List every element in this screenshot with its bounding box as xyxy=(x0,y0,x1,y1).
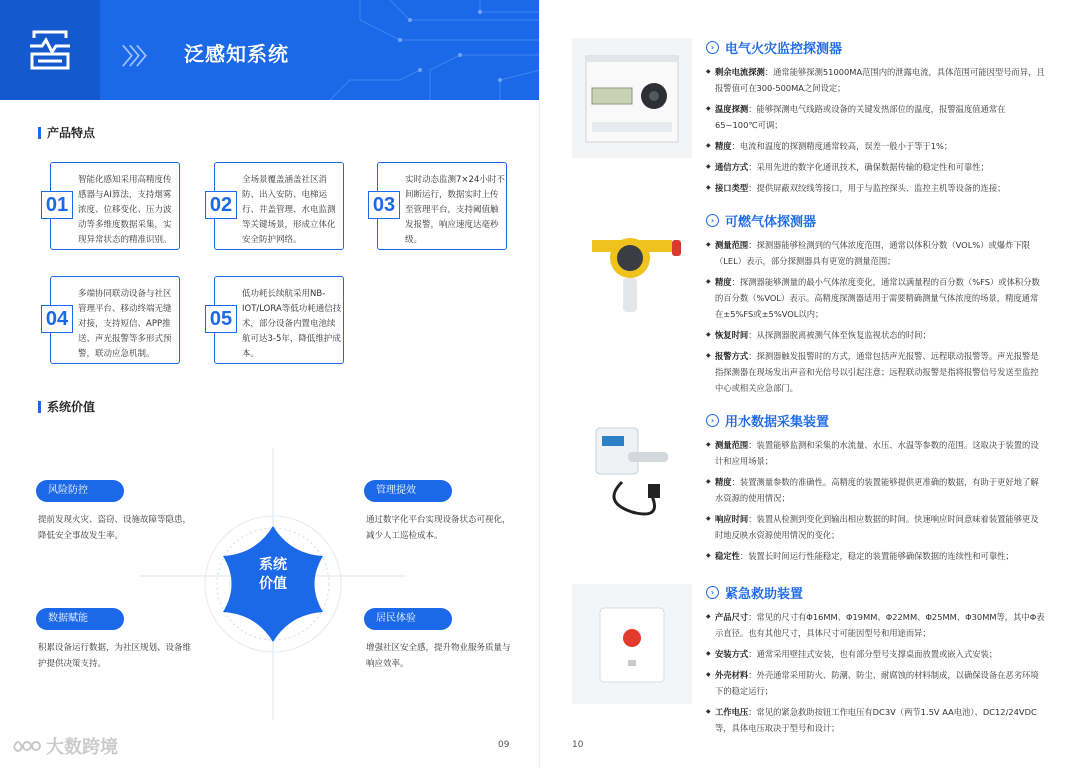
value-desc-resident: 增强社区安全感，提升物业服务质量与响应效率。 xyxy=(366,643,511,669)
product-image-water-collector xyxy=(572,412,692,532)
spec-item: ◆ 剩余电流探测：通常能够探测51000MA范围内的泄露电流，具体范围可能因型号而异，且报警值可在300-500MA之间设定； xyxy=(706,64,1046,96)
right-page xyxy=(540,0,1080,768)
feature-text: 全场景覆盖涵盖社区消防、出入安防、电梯运行、井盖管理、水电监测等关键场景，形成立体化安全防护网络。 xyxy=(242,175,336,245)
spec-item: ◆ 安装方式：通常采用壁挂式安装，也有部分型号支撑桌面放置或嵌入式安装； xyxy=(706,646,1046,662)
feature-number: 02 xyxy=(205,191,237,219)
feature-number: 04 xyxy=(41,305,73,333)
feature-number: 01 xyxy=(41,191,73,219)
feature-card-02 xyxy=(209,162,344,250)
spec-item: ◆ 响应时间：装置从检测到变化到输出相应数据的时间。快速响应时间意味着装置能够更及时地反映水资源使用情况的变化； xyxy=(706,511,1046,543)
feature-text: 实时动态监测7×24小时不间断运行，数据实时上传至管理平台，支持阈值触发报警，响应速度达毫秒级。 xyxy=(405,175,505,245)
spec-item: ◆ 接口类型：提供屏蔽双绞线等接口，用于与监控探头、监控主机等设备的连接； xyxy=(706,180,1046,196)
features-heading: 产品特点 xyxy=(38,124,95,141)
spec-item: ◆ 测量范围：探测器能够检测到的气体浓度范围，通常以体积分数（VOL%）或爆炸下限（LEL）表示，部分探测器具有更宽的测量范围； xyxy=(706,237,1046,269)
product-image-gas-detector xyxy=(572,210,692,330)
feature-card-03 xyxy=(372,162,507,250)
feature-number: 03 xyxy=(368,191,400,219)
spec-list-water-collector xyxy=(706,437,1046,569)
spec-item: ◆ 外壳材料：外壳通常采用防火、防潮、防尘、耐腐蚀的材料制成，以确保设备在恶劣环境下的稳定运行； xyxy=(706,667,1046,699)
value-pill-data: 数据赋能 xyxy=(36,608,124,630)
spec-item: ◆ 产品尺寸：常见的尺寸有Φ16MM、Φ19MM、Φ22MM、Φ25MM、Φ30MM等，其中Φ表示直径。也有其他尺寸，具体尺寸可能因型号和用途而异； xyxy=(706,609,1046,641)
values-heading: 系统价值 xyxy=(38,398,95,415)
value-pill-resident: 居民体验 xyxy=(364,608,452,630)
spec-item: ◆ 恢复时间：从探测器脱离被测气体至恢复监视状态的时间； xyxy=(706,327,1046,343)
chevron-right-icon: › xyxy=(706,214,719,227)
value-pill-risk: 风险防控 xyxy=(36,480,124,502)
feature-text: 智能化感知采用高精度传感器与AI算法，支持烟雾浓度、位移变化、压力波动等多维度数据采集，实现异常状态的精准识别。 xyxy=(78,175,172,245)
product-title-gas-detector: › 可燃气体探测器 xyxy=(706,211,816,230)
feature-card-05 xyxy=(209,276,344,364)
brand-logo: 大数跨境 xyxy=(12,733,118,759)
product-title-water-collector: › 用水数据采集装置 xyxy=(706,411,829,430)
spec-item: ◆ 精度：探测器能够测量的最小气体浓度变化，通常以满量程的百分数（%FS）或体积分数的百分数（%VOL）表示。高精度探测器适用于需要精确测量气体浓度的场景，精度通常在±5%FS或±5%VOL以内； xyxy=(706,274,1046,322)
feature-text: 低功耗长续航采用NB-IOT/LORA等低功耗通信技术，部分设备内置电池续航可达3-5年，降低维护成本。 xyxy=(242,289,342,359)
spec-item: ◆ 报警方式：探测器触发报警时的方式，通常包括声光报警、远程联动报警等。声光报警是指探测器在现场发出声音和光信号以引起注意；远程联动报警是指将报警信号发送至监控中心或相关应急部门。 xyxy=(706,348,1046,396)
spec-item: ◆ 通信方式：采用先进的数字化通讯技术，确保数据传输的稳定性和可靠性； xyxy=(706,159,1046,175)
spec-item: ◆ 温度探测：能够探测电气线路或设备的关键发热部位的温度，报警温度值通常在65~100℃可调； xyxy=(706,101,1046,133)
feature-number: 05 xyxy=(205,305,237,333)
product-image-emergency-button xyxy=(572,584,692,704)
spec-item: ◆ 稳定性：装置长时间运行性能稳定，稳定的装置能够确保数据的连续性和可靠性； xyxy=(706,548,1046,564)
value-pill-efficiency: 管理提效 xyxy=(364,480,452,502)
header-chevrons: 〉〉〉 xyxy=(122,45,155,70)
product-image-electric-fire xyxy=(572,38,692,158)
system-icon xyxy=(0,0,100,100)
product-title-emergency-button: › 紧急救助装置 xyxy=(706,583,803,602)
chevron-right-icon: › xyxy=(706,414,719,427)
chevron-right-icon: › xyxy=(706,41,719,54)
value-desc-risk: 提前发现火灾、盗窃、设施故障等隐患，降低安全事故发生率。 xyxy=(38,515,192,541)
page-number-right: 10 xyxy=(572,740,584,750)
brand-logo-icon xyxy=(12,735,42,757)
spec-item: ◆ 精度：装置测量参数的准确性。高精度的装置能够提供更准确的数据，有助于更好地了解水资源的使用情况； xyxy=(706,474,1046,506)
feature-card-04 xyxy=(45,276,180,364)
value-desc-efficiency: 通过数字化平台实现设备状态可视化，减少人工巡检成本。 xyxy=(366,515,511,541)
product-title-electric-fire: › 电气火灾监控探测器 xyxy=(706,38,842,57)
circuit-decoration xyxy=(100,0,540,100)
spec-list-electric-fire xyxy=(706,64,1046,201)
spec-item: ◆ 精度：电流和温度的探测精度通常较高，误差一般小于等于1%； xyxy=(706,138,1046,154)
feature-text: 多端协同联动设备与社区管理平台、移动终端无缝对接，支持短信、APP推送、声光报警等多形式预警，联动应急机制。 xyxy=(78,289,172,359)
spec-list-emergency-button xyxy=(706,609,1046,741)
value-desc-data: 积累设备运行数据，为社区规划、设备维护提供决策支持。 xyxy=(38,643,192,669)
chevron-right-icon: › xyxy=(706,586,719,599)
value-center-label: 系统 价值 xyxy=(259,557,287,592)
spec-list-gas-detector xyxy=(706,237,1046,401)
spec-item: ◆ 工作电压：常见的紧急救助按钮工作电压有DC3V（两节1.5V AA电池）、DC12/24VDC等，具体电压取决于型号和设计； xyxy=(706,704,1046,736)
page-number-left: 09 xyxy=(498,740,510,750)
spec-item: ◆ 测量范围：装置能够监测和采集的水流量、水压、水温等参数的范围。这取决于装置的设计和应用场景； xyxy=(706,437,1046,469)
page-header xyxy=(0,0,540,100)
feature-card-01 xyxy=(45,162,180,250)
page-title: 泛感知系统 xyxy=(184,42,289,66)
